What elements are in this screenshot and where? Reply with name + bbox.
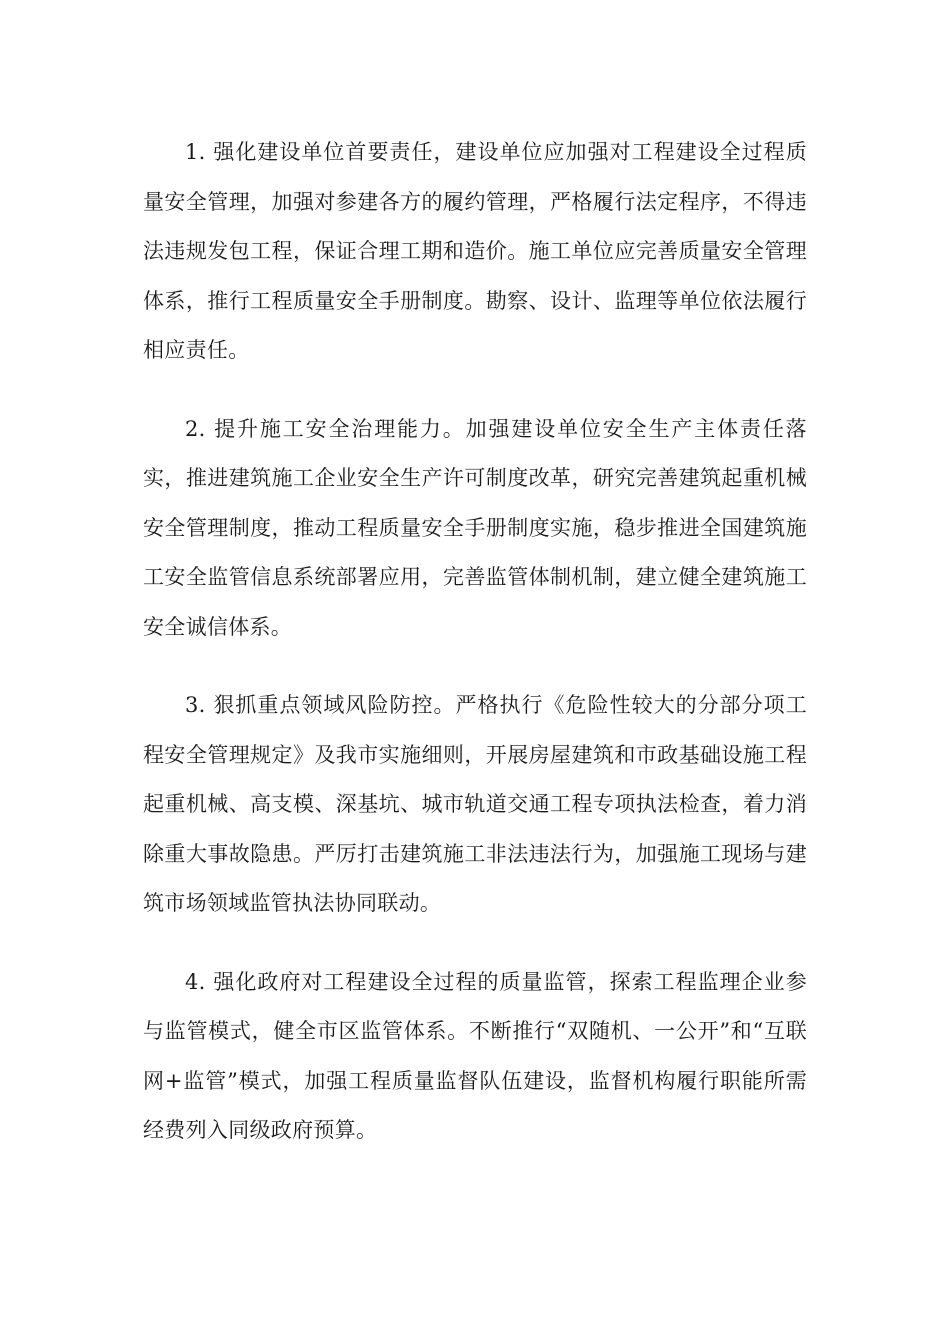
- paragraph-3: [143, 681, 807, 929]
- paragraph-number: 2.: [185, 416, 206, 441]
- paragraph-number: 1.: [185, 140, 206, 164]
- paragraph-text: 强化建设单位首要责任，建设单位应加强对工程建设全过程质量安全管理，加强对参建各方的履约管理，严格履行法定程序，不得违法违规发包工程，保证合理工期和造价。施工单位应完善质量安全管理体系，推行工程质量安全手册制度。勘察、设计、监理等单位依法履行相应责任。: [143, 140, 807, 362]
- paragraph-1: [143, 128, 807, 376]
- paragraph-text: 强化政府对工程建设全过程的质量监管，探索工程监理企业参与监管模式，健全市区监管体系。不断推行“双随机、一公开”和“互联网+监管”模式，加强工程质量监督队伍建设，监督机构履行职能所需经费列入同级政府预算。: [143, 969, 807, 1142]
- paragraph-2: [143, 405, 807, 653]
- paragraph-text: 狠抓重点领域风险防控。严格执行《危险性较大的分部分项工程安全管理规定》及我市实施细则，开展房屋建筑和市政基础设施工程起重机械、高支模、深基坑、城市轨道交通工程专项执法检查，着力消除重大事故隐患。严厉打击建筑施工非法违法行为，加强施工现场与建筑市场领域监管执法协同联动。: [143, 693, 807, 915]
- paragraph-number: 3.: [185, 693, 206, 717]
- paragraph-text: 提升施工安全治理能力。加强建设单位安全生产主体责任落实，推进建筑施工企业安全生产许可制度改革，研究完善建筑起重机械安全管理制度，推动工程质量安全手册制度实施，稳步推进全国建筑施工安全监管信息系统部署应用，完善监管体制机制，建立健全建筑施工安全诚信体系。: [143, 416, 807, 639]
- document-body: [143, 128, 807, 1185]
- paragraph-4: [143, 958, 807, 1156]
- paragraph-number: 4.: [185, 969, 206, 994]
